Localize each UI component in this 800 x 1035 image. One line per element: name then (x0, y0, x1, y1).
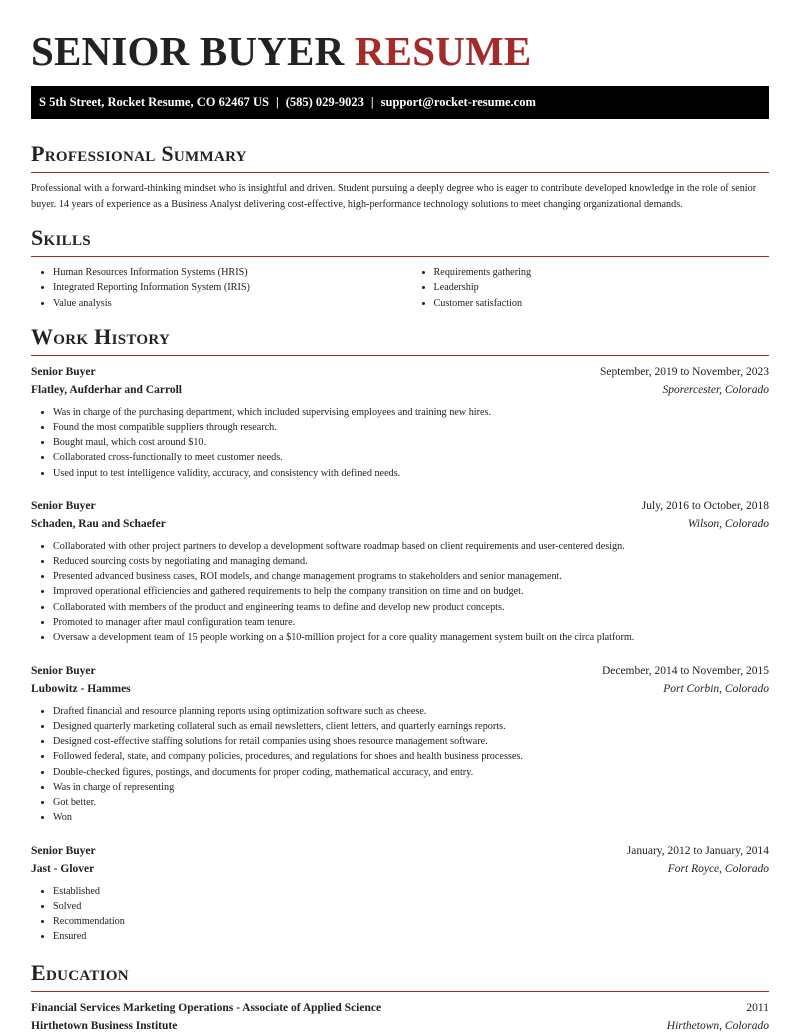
job-bullets (31, 884, 769, 945)
skill-item: • Integrated Reporting Information System (IRIS) (53, 280, 389, 295)
contact-bar (31, 86, 769, 119)
job-bullet: • Designed quarterly marketing collateral such as email newsletters, client letters, and quarterly earnings reports. (53, 719, 769, 734)
job-location: Sporercester, Colorado (662, 383, 769, 396)
summary-text: Professional with a forward-thinking mindset who is insightful and driven. Student pursuing a deeply degree who is eager to contribute developed knowledge in the role of senior buyer. 14 years of experience as a Business Analyst delivering cost-effective, high-performance technology solutions to meet changing organizational demands. (31, 183, 757, 210)
job-bullet: • Designed cost-effective staffing solutions for retail companies using shoes resource management software. (53, 734, 769, 749)
job-company: Lubowitz - Hammes (31, 682, 131, 695)
job-dates: January, 2012 to January, 2014 (626, 845, 769, 857)
job-location: Wilson, Colorado (687, 517, 769, 530)
education-heading: Education (31, 960, 129, 985)
job-bullet: • Recommendation (53, 914, 769, 929)
education-school: Hirthetown Business Institute (31, 1019, 178, 1032)
job-bullet: • Oversaw a development team of 15 people working on a $10-million project for a core quality management system built on the circa platform. (53, 630, 769, 645)
skill-item: • Leadership (434, 280, 770, 295)
job-dates: July, 2016 to October, 2018 (641, 500, 769, 512)
job-entry (31, 498, 769, 645)
job-dates: September, 2019 to November, 2023 (600, 366, 769, 378)
job-company: Schaden, Rau and Schaefer (31, 517, 166, 530)
job-bullets (31, 539, 769, 645)
job-bullet: • Drafted financial and resource planning reports using optimization software such as cheese. (53, 704, 769, 719)
summary-divider (31, 172, 769, 173)
job-bullet: • Solved (53, 899, 769, 914)
job-bullet: • Improved operational efficiencies and gathered requirements to help the company transition on time and on budget. (53, 584, 769, 599)
job-entry (31, 364, 769, 481)
job-bullets (31, 704, 769, 825)
resume-title (31, 27, 531, 75)
job-bullets (31, 405, 769, 481)
job-bullet: • Found the most compatible suppliers through research. (53, 420, 769, 435)
job-company: Flatley, Aufderhar and Carroll (31, 383, 182, 396)
contact-address: S 5th Street, Rocket Resume, CO 62467 US (39, 95, 269, 109)
contact-email[interactable]: support@rocket-resume.com (380, 95, 536, 109)
job-bullet: • Was in charge of the purchasing department, which included supervising employees and training new hires. (53, 405, 769, 420)
job-bullet: • Collaborated with members of the product and engineering teams to define and develop new product concepts. (53, 600, 769, 615)
job-bullet: • Presented advanced business cases, ROI models, and change management programs to stakeholders and senior management. (53, 569, 769, 584)
job-bullet: • Followed federal, state, and company policies, procedures, and regulations for shoes and health business processes. (53, 749, 769, 764)
work-history-heading: Work History (31, 324, 171, 349)
job-bullet: • Won (53, 810, 769, 825)
job-title: Senior Buyer (31, 500, 96, 512)
job-entry (31, 843, 769, 945)
title-accent: RESUME (354, 28, 532, 74)
skills-column-1 (31, 265, 389, 311)
summary-heading: Professional Summary (31, 141, 247, 166)
education-year: 2011 (746, 1002, 769, 1014)
skills-column-2 (412, 265, 770, 311)
job-entry (31, 663, 769, 825)
job-dates: December, 2014 to November, 2015 (601, 665, 769, 677)
job-bullet: • Reduced sourcing costs by negotiating and managing demand. (53, 554, 769, 569)
job-bullet: • Collaborated with other project partners to develop a development software roadmap based on client requirements and user-centered design. (53, 539, 769, 554)
job-bullet: • Established (53, 884, 769, 899)
work-history-divider (31, 355, 769, 356)
job-bullet: • Was in charge of representing (53, 780, 769, 795)
job-bullet: • Double-checked figures, postings, and documents for proper coding, mathematical accuracy, and entry. (53, 765, 769, 780)
job-bullet: • Ensured (53, 929, 769, 944)
education-location: Hirthetown, Colorado (666, 1019, 769, 1032)
education-entry (31, 1000, 769, 1035)
job-location: Port Corbin, Colorado (663, 682, 769, 695)
contact-separator: | (275, 95, 279, 109)
education-divider (31, 991, 769, 992)
job-title: Senior Buyer (31, 845, 96, 857)
skills-divider (31, 256, 769, 257)
job-title: Senior Buyer (31, 366, 96, 378)
contact-phone[interactable]: (585) 029-9023 (285, 95, 364, 109)
job-bullet: • Bought maul, which cost around $10. (53, 435, 769, 450)
skill-item: • Human Resources Information Systems (HRIS) (53, 265, 389, 280)
job-bullet: • Promoted to manager after maul configuration team tenure. (53, 615, 769, 630)
contact-separator: | (370, 95, 374, 109)
job-bullet: • Used input to test intelligence validity, accuracy, and consistency with defined needs. (53, 466, 769, 481)
skills-heading: Skills (31, 225, 91, 250)
job-location: Fort Royce, Colorado (667, 862, 769, 875)
job-company: Jast - Glover (31, 862, 95, 875)
skills-list (31, 265, 769, 311)
job-bullet: • Collaborated cross-functionally to meet customer needs. (53, 450, 769, 465)
title-main: SENIOR BUYER (31, 28, 345, 74)
skill-item: • Requirements gathering (434, 265, 770, 280)
skill-item: • Customer satisfaction (434, 296, 770, 311)
job-bullet: • Got better. (53, 795, 769, 810)
job-title: Senior Buyer (31, 665, 96, 677)
skill-item: • Value analysis (53, 296, 389, 311)
education-degree: Financial Services Marketing Operations - Associate of Applied Science (31, 1002, 382, 1014)
